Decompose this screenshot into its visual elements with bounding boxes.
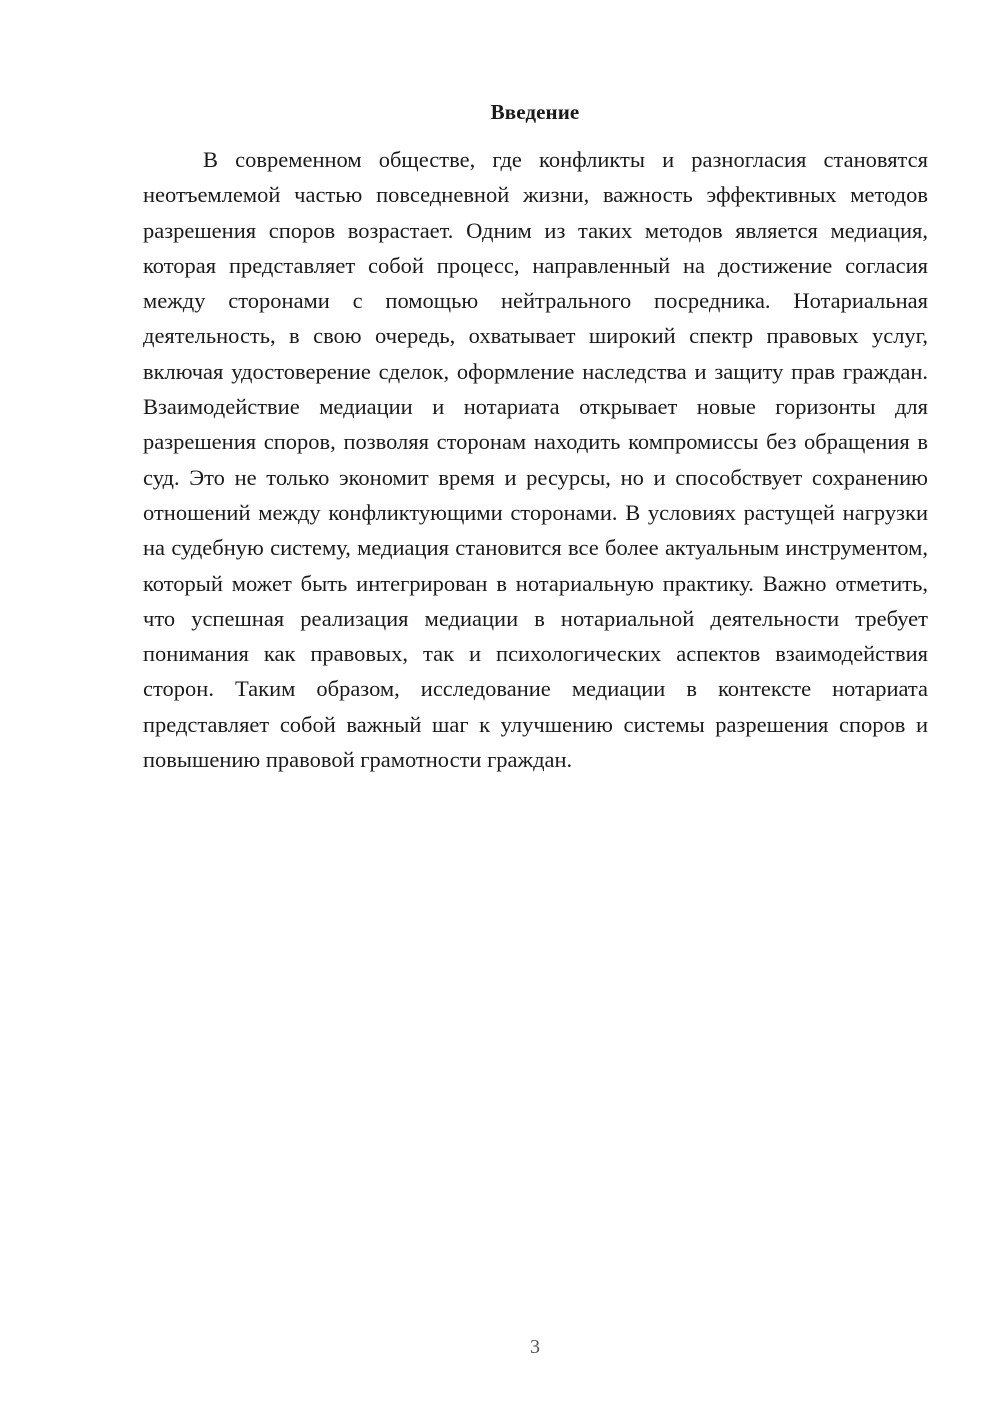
page-number: 3: [530, 1336, 540, 1358]
section-heading: Введение: [490, 100, 580, 124]
body-paragraph: В современном обществе, где конфликты и разногласия становятся неотъемлемой частью повседневной жизни, важность эффективных методов разрешения споров возрастает. Одним из таких методов является медиация, которая представляет собой процесс, направленный на достижение согласия между сторонами с помощью нейтрального посредника. Нотариальная деятельность, в свою очередь, охватывает широкий спектр правовых услуг, включая удостоверение сделок, оформление наследства и защиту прав граждан. Взаимодействие медиации и нотариата открывает новые горизонты для разрешения споров, позволяя сторонам находить компромиссы без обращения в суд. Это не только экономит время и ресурсы, но и способствует сохранению отношений между конфликтующими сторонами. В условиях растущей нагрузки на судебную систему, медиация становится все более актуальным инструментом, который может быть интегрирован в нотариальную практику. Важно отметить, что успешная реализация медиации в нотариальной деятельности требует понимания как правовых, так и психологических аспектов взаимодействия сторон. Таким образом, исследование медиации в контексте нотариата представляет собой важный шаг к улучшению системы разрешения споров и повышению правовой грамотности граждан.: [143, 147, 928, 773]
